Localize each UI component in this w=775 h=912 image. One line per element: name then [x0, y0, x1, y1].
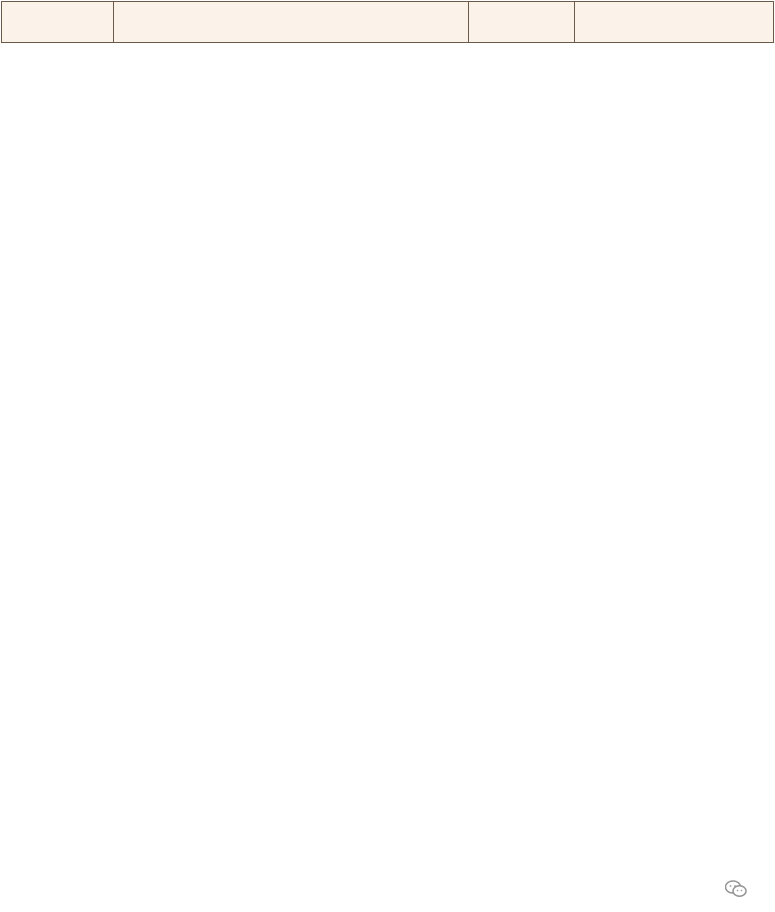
- entries-table: [1, 1, 774, 43]
- header-row: [2, 2, 774, 43]
- header-region: [575, 2, 774, 43]
- header-id: [2, 2, 114, 43]
- header-slogan: [114, 2, 469, 43]
- watermark: [725, 880, 753, 898]
- header-author: [469, 2, 575, 43]
- wechat-icon: [725, 880, 747, 898]
